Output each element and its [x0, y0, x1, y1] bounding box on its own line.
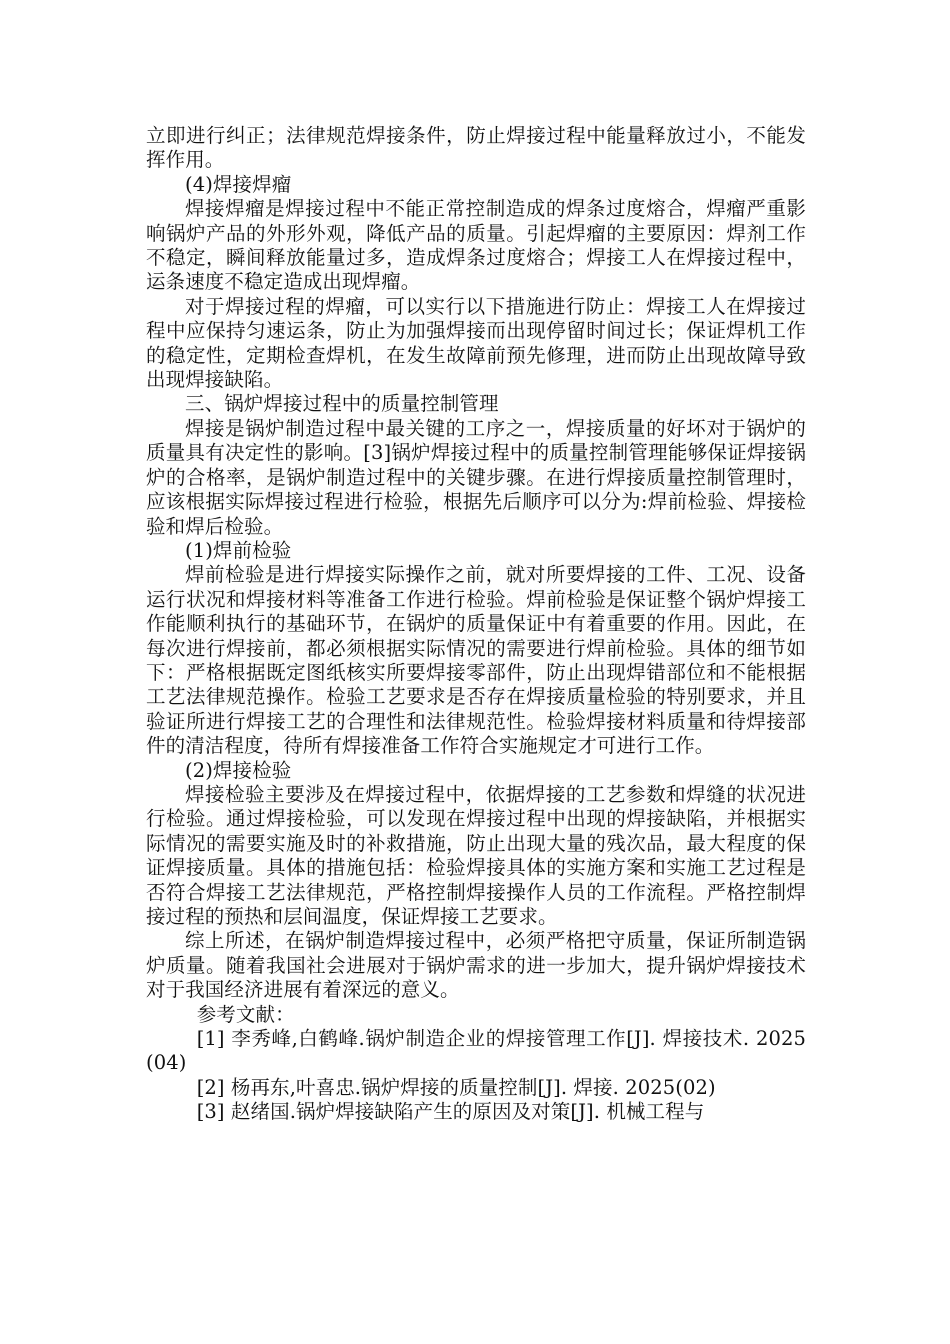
body-paragraph: 焊接是锅炉制造过程中最关键的工序之一，焊接质量的好坏对于锅炉的质量具有决定性的影响。[3]锅炉焊接过程中的质量控制管理能够保证焊接锅炉的合格率，是锅炉制造过程中的关键步骤。在进行焊接质量控制管理时，应该根据实际焊接过程进行检验，根据先后顺序可以分为:焊前检验、焊接检验和焊后检验。 — [146, 416, 806, 538]
conclusion-paragraph: 综上所述，在锅炉制造焊接过程中，必须严格把守质量，保证所制造锅炉质量。随着我国社会进展对于锅炉需求的进一步加大，提升锅炉焊接技术对于我国经济进展有着深远的意义。 — [146, 929, 806, 1002]
body-paragraph: 焊前检验是进行焊接实际操作之前，就对所要焊接的工件、工况、设备运行状况和焊接材料等准备工作进行检验。焊前检验是保证整个锅炉焊接工作能顺利执行的基础环节，在锅炉的质量保证中有着重要的作用。因此，在每次进行焊接前，都必须根据实际情况的需要进行焊前检验。具体的细节如下：严格根据既定图纸核实所要焊接零部件，防止出现焊错部位和不能根据工艺法律规范操作。检验工艺要求是否存在焊接质量检验的特别要求，并且验证所进行焊接工艺的合理性和法律规范性。检验焊接材料质量和待焊接部件的清洁程度，待所有焊接准备工作符合实施规定才可进行工作。 — [146, 563, 806, 758]
reference-item: [3] 赵绪国.锅炉焊接缺陷产生的原因及对策[J]. 机械工程与 — [196, 1100, 705, 1124]
section-heading: (4)焊接焊瘤 — [185, 172, 292, 196]
reference-item: [2] 杨再东,叶喜忠.锅炉焊接的质量控制[J]. 焊接. 2025(02) — [196, 1075, 716, 1099]
document-page — [146, 124, 806, 1125]
body-paragraph: 焊接焊瘤是焊接过程中不能正常控制造成的焊条过度熔合，焊瘤严重影响锅炉产品的外形外观，降低产品的质量。引起焊瘤的主要原因：焊剂工作不稳定，瞬间释放能量过多，造成焊条过度熔合；焊接工人在焊接过程中，运条速度不稳定造成出现焊瘤。 — [146, 197, 806, 294]
body-paragraph: 立即进行纠正；法律规范焊接条件，防止焊接过程中能量释放过小，不能发挥作用。 — [146, 124, 806, 172]
section-heading: (1)焊前检验 — [185, 538, 292, 562]
section-heading: (2)焊接检验 — [185, 758, 292, 782]
reference-item: [1] 李秀峰,白鹤峰.锅炉制造企业的焊接管理工作[J]. 焊接技术. 2025(04) — [146, 1027, 806, 1075]
body-paragraph: 焊接检验主要涉及在焊接过程中，依据焊接的工艺参数和焊缝的状况进行检验。通过焊接检验，可以发现在焊接过程中出现的焊接缺陷，并根据实际情况的需要实施及时的补救措施，防止出现大量的残次品，最大程度的保证焊接质量。具体的措施包括：检验焊接具体的实施方案和实施工艺过程是否符合焊接工艺法律规范，严格控制焊接操作人员的工作流程。严格控制焊接过程的预热和层间温度，保证焊接工艺要求。 — [146, 782, 806, 928]
body-paragraph: 对于焊接过程的焊瘤，可以实行以下措施进行防止：焊接工人在焊接过程中应保持匀速运条，防止为加强焊接而出现停留时间过长；保证焊机工作的稳定性，定期检查焊机，在发生故障前预先修理，进而防止出现故障导致出现焊接缺陷。 — [146, 294, 806, 392]
section-heading: 三、锅炉焊接过程中的质量控制管理 — [185, 392, 499, 416]
references-title: 参考文献： — [196, 1002, 295, 1026]
